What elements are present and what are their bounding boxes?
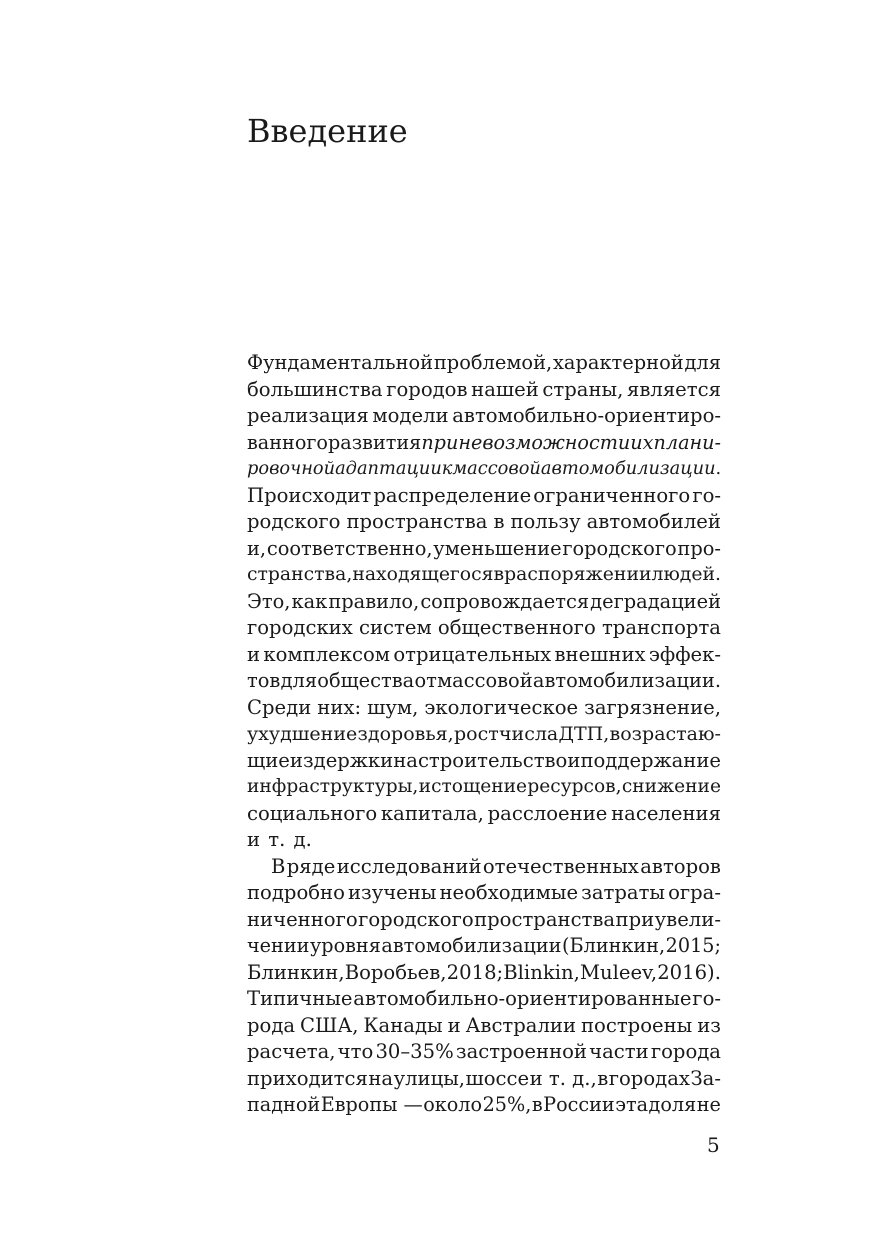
text-line: [247, 695, 721, 722]
word: России: [543, 1093, 615, 1116]
word: ресурсов,: [527, 776, 622, 797]
word: 25%,: [482, 1093, 532, 1116]
word: и т. д.,: [529, 1066, 597, 1090]
word: общества: [317, 669, 415, 692]
word: распределение: [373, 483, 532, 507]
word: что: [337, 1040, 374, 1063]
word: социального: [247, 801, 378, 825]
text-line: [247, 721, 721, 748]
text-line: [247, 1013, 721, 1040]
text-line: [247, 456, 721, 483]
text-line: [247, 1066, 721, 1093]
word: здоровья,: [357, 723, 454, 745]
word: реализация: [247, 404, 369, 427]
word: эффек-: [648, 642, 721, 666]
word: автомобилизации: [381, 934, 562, 957]
word: чении: [247, 934, 310, 957]
word: них:: [317, 695, 362, 719]
word: страны,: [542, 377, 624, 401]
word: нашей: [471, 377, 539, 401]
word: является: [626, 377, 721, 401]
word: капитала,: [380, 801, 484, 825]
word: про-: [677, 536, 721, 560]
text-line: [247, 536, 721, 563]
text-line: [247, 933, 721, 960]
word: застроенной: [455, 1040, 587, 1063]
word: ухудшение: [247, 723, 358, 745]
word: людей.: [651, 564, 721, 585]
word: .: [715, 458, 722, 479]
word: пространства: [474, 907, 616, 931]
word: городского: [562, 536, 677, 560]
word: пространства: [346, 510, 488, 533]
word: соответственно,: [266, 536, 433, 560]
word: уменьшение: [433, 536, 562, 560]
text-line: [247, 350, 721, 377]
word: расслоение: [487, 801, 608, 825]
text-line: [247, 403, 721, 430]
word: систем: [359, 616, 432, 639]
text-line: [247, 377, 721, 404]
word: истощение: [418, 776, 528, 797]
word: для: [280, 669, 318, 692]
text-line: [247, 615, 721, 642]
word: странства,: [247, 564, 353, 585]
text-line: [247, 562, 721, 589]
word: городских: [247, 616, 353, 639]
word: снижение: [621, 776, 721, 797]
word: как: [291, 589, 328, 613]
text-line: [247, 801, 721, 828]
word: родского: [247, 510, 341, 533]
word: от: [414, 669, 437, 692]
text-line: [247, 827, 721, 854]
word: и: [247, 642, 261, 666]
word: на: [368, 1066, 394, 1090]
text-line: [247, 880, 721, 907]
word: населения: [611, 801, 721, 825]
text-line: [247, 589, 721, 616]
word: проблемой,: [433, 351, 553, 374]
word: Происходит: [247, 483, 372, 507]
text-line: [247, 748, 721, 775]
text-line: [247, 854, 721, 881]
word: отрицательных: [393, 642, 552, 666]
word: отечественных: [482, 854, 639, 878]
word: инфраструктуры,: [247, 776, 419, 797]
word: ровочной: [247, 458, 336, 479]
word: улицы,: [393, 1066, 466, 1090]
word: развития: [328, 430, 422, 454]
word: авторов: [640, 854, 721, 878]
word: затраты: [581, 881, 666, 904]
word: ДТП,: [558, 723, 610, 745]
word: увели-: [654, 907, 721, 931]
text-line: [247, 1092, 721, 1119]
word: поддержание: [580, 748, 721, 772]
word: 2018;: [446, 960, 504, 984]
word: в: [597, 1066, 609, 1090]
word: на: [393, 748, 418, 772]
word: города: [650, 1040, 721, 1063]
word: шум,: [367, 695, 419, 719]
word: массовой: [452, 458, 541, 479]
word: расчета,: [247, 1040, 336, 1063]
word: огра-: [668, 881, 721, 904]
word: Это,: [247, 589, 291, 613]
word: ряде: [286, 854, 336, 878]
body-text: [247, 350, 721, 1119]
word: приходится: [247, 1066, 368, 1090]
text-line: [247, 642, 721, 669]
word: Австралии: [465, 1013, 577, 1037]
word: и,: [247, 536, 267, 560]
word: 2016).: [657, 960, 721, 984]
word: большинства: [247, 377, 383, 401]
word: распоряжении: [504, 564, 652, 585]
text-line: [247, 509, 721, 536]
word: городов: [386, 377, 468, 401]
word: (Блинкин,: [562, 934, 666, 957]
word: экологическое: [424, 695, 579, 719]
word: деградацией: [590, 589, 721, 613]
word: ограниченного: [533, 483, 691, 507]
word: и: [447, 1013, 461, 1037]
word: ниченного: [247, 907, 358, 931]
word: рода: [247, 1013, 296, 1037]
word: в: [531, 1093, 543, 1116]
word: транспорта: [601, 616, 721, 639]
word: эта: [615, 1093, 649, 1116]
word: адаптации: [335, 458, 442, 479]
word: комплексом: [263, 642, 391, 666]
word: Фундаментальной: [247, 351, 434, 374]
text-line: [247, 483, 721, 510]
word: находящегося: [352, 564, 494, 585]
word: числа: [499, 723, 559, 745]
text-line: [247, 774, 721, 801]
word: автомобильно-ориентиро-: [452, 404, 721, 427]
word: правило,: [328, 589, 420, 613]
word: не: [696, 1093, 721, 1116]
word: массовой: [437, 669, 533, 692]
word: Среди: [247, 695, 312, 719]
word: За-: [690, 1066, 721, 1090]
word: при: [615, 907, 655, 931]
word: построены: [581, 1013, 693, 1037]
word: В: [271, 854, 286, 878]
word: автомобилизации.: [532, 669, 721, 692]
word: в: [493, 510, 505, 533]
word: рост: [453, 723, 499, 745]
text-line: [247, 986, 721, 1013]
text-line: [247, 907, 721, 934]
word: из: [697, 1013, 721, 1037]
text-line: [247, 1039, 721, 1066]
word: щие: [247, 748, 290, 772]
word: Muleev,: [579, 960, 658, 984]
word: Европы —: [320, 1093, 423, 1116]
word: характерной: [552, 351, 684, 374]
word: шоссе: [465, 1066, 530, 1090]
word: строительство: [417, 748, 568, 772]
text-line: [247, 430, 721, 457]
word: невозможности: [458, 430, 631, 454]
word: возрастаю-: [609, 723, 721, 745]
word: подробно: [247, 881, 345, 904]
word: в: [493, 564, 505, 585]
word: 2015;: [665, 934, 721, 957]
word: США,: [300, 1013, 359, 1037]
word: падной: [247, 1093, 321, 1116]
word: загрязнение,: [584, 695, 721, 719]
word: сопровождается: [420, 589, 590, 613]
word: уровня: [310, 934, 381, 957]
page-number: 5: [707, 1133, 720, 1157]
word: и: [567, 748, 581, 772]
word: для: [684, 351, 721, 374]
word: автомобилизации: [540, 458, 716, 479]
word: модели: [372, 404, 449, 427]
word: необходимые: [439, 881, 579, 904]
page-title: Введение: [247, 112, 408, 150]
text-line: [247, 960, 721, 987]
word: 30–35%: [375, 1040, 454, 1063]
word: Блинкин,: [247, 960, 345, 984]
word: к: [441, 458, 453, 479]
word: Blinkin,: [503, 960, 580, 984]
word: Канады: [363, 1013, 443, 1037]
word: их: [630, 430, 654, 454]
word: тов: [247, 669, 281, 692]
word: городах: [608, 1066, 690, 1090]
word: городского: [358, 907, 474, 931]
word: доля: [648, 1093, 697, 1116]
word: части: [589, 1040, 649, 1063]
word: го-: [692, 987, 721, 1010]
word: издержки: [289, 748, 394, 772]
word: исследований: [336, 854, 482, 878]
word: и т. д.: [247, 828, 312, 851]
word: ванного: [247, 430, 328, 454]
word: изучены: [347, 881, 437, 904]
word: общественного: [437, 616, 596, 639]
word: внешних: [554, 642, 646, 666]
word: автомобилей: [586, 510, 721, 533]
word: при: [421, 430, 459, 454]
word: го-: [692, 483, 721, 507]
text-line: [247, 668, 721, 695]
word: около: [423, 1093, 483, 1116]
word: Воробьев,: [344, 960, 447, 984]
word: автомобильно-ориентированные: [353, 987, 692, 1010]
word: пользу: [510, 510, 581, 533]
word: Типичные: [247, 987, 353, 1010]
word: плани-: [653, 430, 721, 454]
